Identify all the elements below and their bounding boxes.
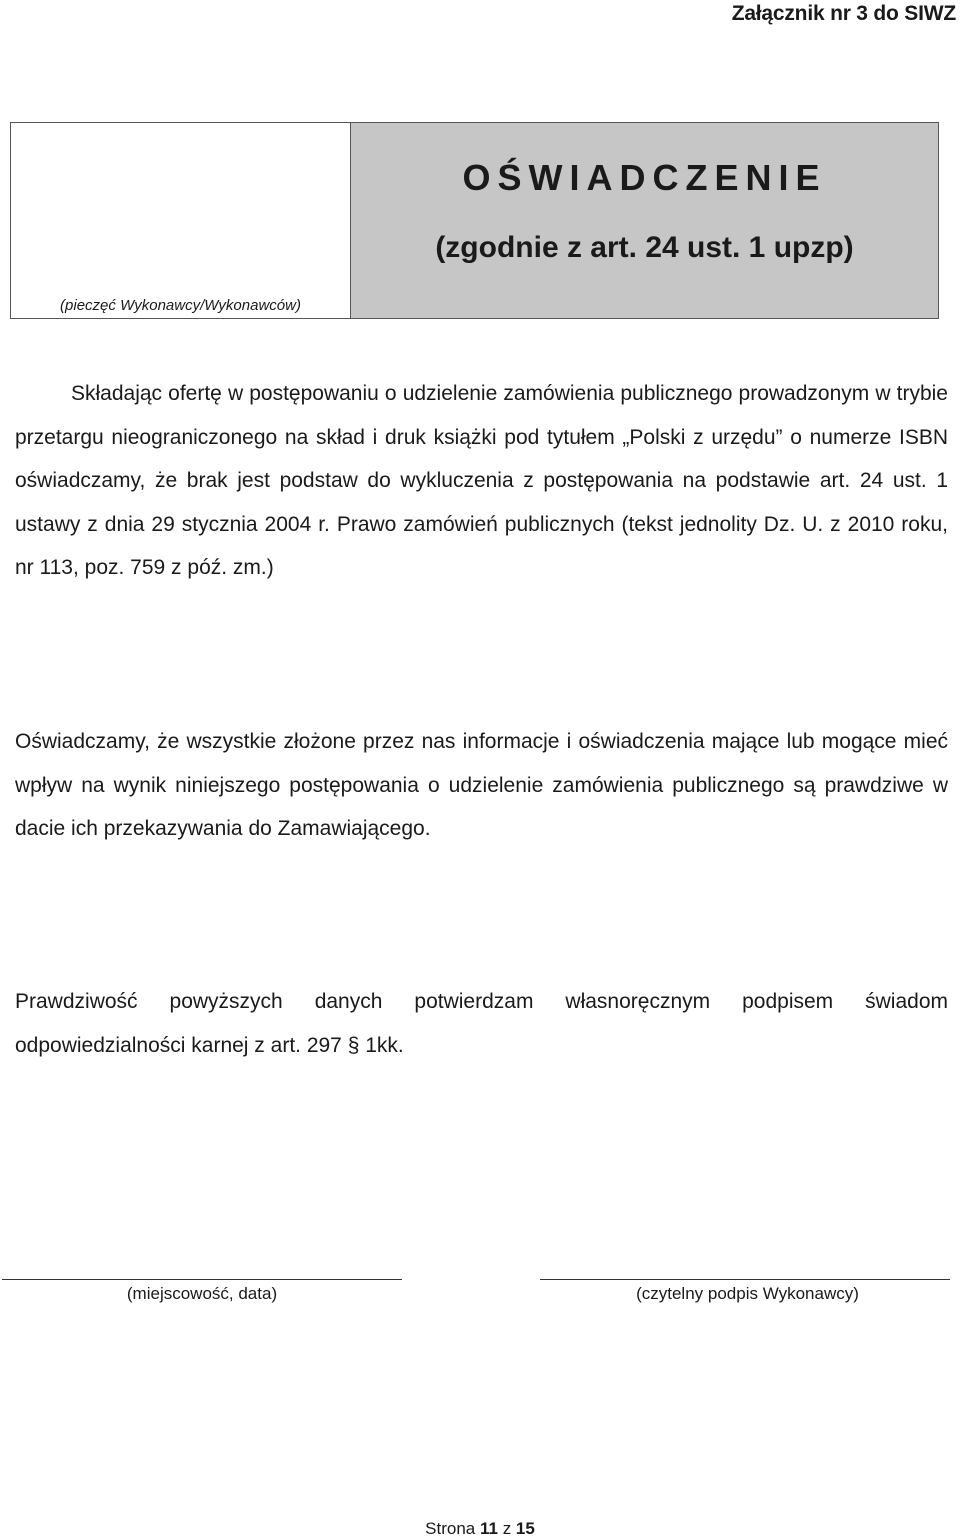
form-header-box (10, 122, 939, 319)
title-area (351, 123, 938, 318)
declaration-paragraph-exclusion: Składając ofertę w postępowaniu o udzielenie zamówienia publicznego prowadzonym w trybie przetargu nieograniczonego na skład i druk książki pod tytułem „Polski z urzędu” o numerze ISBN oświadczamy, że brak jest podstaw do wykluczenia z postępowania na podstawie art. 24 ust. 1 ustawy z dnia 29 stycznia 2004 r. Prawo zamówień publicznych (tekst jednolity Dz. U. z 2010 roku, nr 113, poz. 759 z póź. zm.) (15, 382, 948, 579)
page-prefix: Strona (425, 1519, 476, 1538)
place-date-label: (miejscowość, data) (126, 1284, 278, 1303)
declaration-paragraph-truthfulness: Oświadczamy, że wszystkie złożone przez nas informacje i oświadczenia mające lub mogące mieć wpływ na wynik niniejszego postępowania o udzielenie zamówienia publicznego są prawdziwe w dacie ich przekazywania do Zamawiającego. (15, 730, 948, 840)
contractor-stamp-area (11, 123, 351, 318)
stamp-label: (pieczęć Wykonawcy/Wykonawców) (60, 297, 301, 314)
document-title: OŚWIADCZENIE (462, 157, 827, 198)
page-current: 11 (479, 1519, 498, 1538)
declaration-paragraph-liability: Prawdziwość powyższych danych potwierdzam własnoręcznym podpisem świadom odpowiedzialności karnej z art. 297 § 1kk. (15, 990, 948, 1057)
signature-label: (czytelny podpis Wykonawcy) (636, 1284, 859, 1303)
document-subtitle: (zgodnie z art. 24 ust. 1 upzp) (435, 231, 854, 264)
place-date-line (2, 1279, 402, 1280)
attachment-label: Załącznik nr 3 do SIWZ (731, 2, 956, 25)
page-separator: z (502, 1519, 512, 1538)
page-number (0, 1519, 960, 1539)
page-total: 15 (515, 1519, 535, 1538)
signature-line (540, 1279, 950, 1280)
